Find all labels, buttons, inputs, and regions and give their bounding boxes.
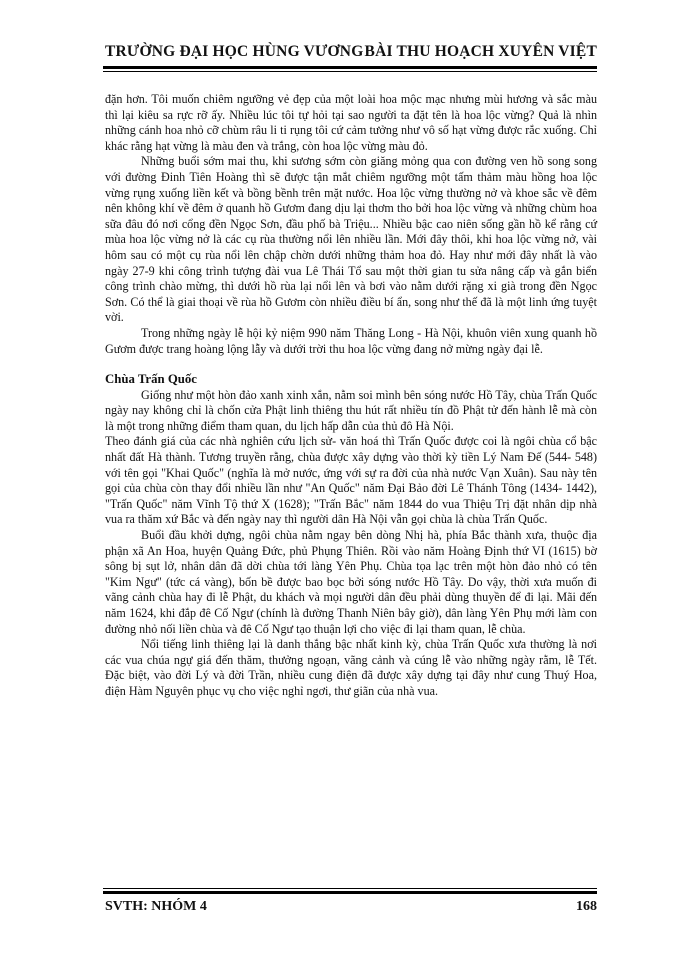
page-number: 168 [576, 899, 597, 914]
paragraph-anniversary: Trong những ngày lễ hội kỷ niệm 990 năm Thăng Long - Hà Nội, khuôn viên xung quanh hồ Gươm được trang hoàng lộng lẫy và dưới trời thu hoa lộc vừng đang nở mừng ngày đại lễ. [105, 325, 597, 356]
page-header [105, 43, 597, 67]
header-university: TRƯỜNG ĐẠI HỌC HÙNG VƯƠNG [105, 43, 364, 60]
page-footer [105, 899, 597, 921]
page-body [105, 92, 597, 700]
header-rule-thick [103, 66, 597, 69]
header-rule-thin [103, 71, 597, 72]
paragraph-pagoda-location: Buổi đầu khởi dựng, ngôi chùa nằm ngay bên dòng Nhị hà, phía Bắc thành xưa, thuộc địa phận xã An Hoa, huyện Quảng Đức, phủ Phụng Thiên. Rồi vào năm Hoàng Định thứ VI (1615) bờ sông bị sụt lở, nhân dân đã dời chùa tới làng Yên Phụ. Chùa tọa lạc trên một hòn đảo nhỏ có tên "Kim Ngư" (tức cá vàng), bốn bề được bao bọc bởi sóng nước Hồ Tây. Do vậy, thời xưa muốn đi vãng cảnh chùa hay đi lễ Phật, du khách và mọi người dân đều phải dùng thuyền để đi lại. Mãi đến năm 1624, khi đắp đê Cố Ngư (chính là đường Thanh Niên bây giờ), dân làng Yên Phụ mới làm con đường nhỏ nối liền chùa và đê Cố Ngư tạo thuận lợi cho việc đi lại tham quan, lễ chùa. [105, 528, 597, 636]
paragraph-lake-mornings: Những buổi sớm mai thu, khi sương sớm còn giăng mỏng qua con đường ven hồ song song với đường Đinh Tiên Hoàng thì sẽ được tận mắt chiêm ngưỡng một tấm thảm màu hồng hoa lộc vừng rụng xuống liền kết và bồng bềnh trên mặt nước. Hoa lộc vừng thường nở và khoe sắc về đêm nên không khí về đêm ở quanh hồ Gươm đang dịu lại thơm tho bởi hoa lộc vừng và những chùm hoa sữa đâu đó nơi cổng đền Ngọc Sơn, đầu phố bà Triệu... Nhiều bậc cao niên sống gần hồ kể rằng cứ mùa hoa lộc vừng nở là các cụ rùa thường nổi lên nhiều lần. Mới đây thôi, khi hoa lộc vừng nở, vài hôm sau có một cụ rùa nổi lên chập chờn dưới những thảm hoa đỏ. Hay như mới đây nhất là vào ngày 27-9 khi công trình tượng đài vua Lê Thái Tổ sau một thời gian tu sửa nâng cấp và gắn biển công trình chào mừng, thì dưới hồ rùa lại nổi lên và bơi vào nằm dưới rặng xi già trong đền Ngọc Sơn. Có thể là giai thoại về rùa hồ Gươm còn nhiều điều bí ẩn, song như thế đã là một linh ứng tuyệt vời. [105, 154, 597, 325]
header-report-title: BÀI THU HOẠCH XUYÊN VIỆT [364, 43, 597, 60]
section-title: Chùa Trấn Quốc [105, 372, 197, 387]
section-spacer [105, 357, 597, 372]
footer-author: SVTH: NHÓM 4 [105, 899, 207, 914]
footer-rule-thin [103, 888, 597, 889]
footer-rule-thick [103, 891, 597, 894]
paragraph-continuation: đặn hơn. Tôi muốn chiêm ngưỡng vẻ đẹp của một loài hoa mộc mạc nhưng mùi hương và sắc màu thì lại kiêu sa rực rỡ ấy. Nhiều lúc tôi tự hỏi tại sao người ta đặt tên là hoa lộc vừng? Quả là nhìn những cánh hoa nhỏ cỡ chùm râu li ti rụng tôi cứ cảm tưởng như vô số hạt vừng được rắc xuống. Chỉ khác rằng hạt vừng là màu đen và trắng, còn hoa lộc vừng màu đỏ. [105, 92, 597, 153]
paragraph-pagoda-royalty: Nổi tiếng linh thiêng lại là danh thắng bậc nhất kinh kỳ, chùa Trấn Quốc xưa thường là nơi các vua chúa ngự giá đến thăm, thưởng ngoạn, vãng cảnh và cúng lễ vào những ngày rằm, lễ Tết. Đặc biệt, vào đời Lý và đời Trần, nhiều cung điện đã được xây dựng tại đây như cung Thuý Hoa, điện Hàm Nguyên phục vụ cho việc nghỉ ngơi, thư giãn của nhà vua. [105, 637, 597, 698]
paragraph-pagoda-intro: Giống như một hòn đảo xanh xinh xắn, nằm soi mình bên sóng nước Hồ Tây, chùa Trấn Quốc ngày nay không chỉ là chốn cửa Phật linh thiêng thu hút rất nhiều tín đồ Phật tử đến hành lễ mà còn là một trong những điểm tham quan, du lịch hấp dẫn của thủ đô Hà Nội. [105, 387, 597, 433]
paragraph-pagoda-history: Theo đánh giá của các nhà nghiên cứu lịch sử- văn hoá thì Trấn Quốc được coi là ngôi chùa cổ bậc nhất đất Hà thành. Tương truyền rằng, chùa được xây dựng vào thời kỳ tiền Lý Nam Đế (544- 548) với tên gọi "Khai Quốc" (nghĩa là mở nước, ứng với sự ra đời của nhà nước Vạn Xuân). Sau này tên gọi của chùa còn thay đổi nhiều lần như "An Quốc" năm Đại Bảo đời Lê Thánh Tông (1434- 1442), "Trấn Quốc" năm Vĩnh Tộ thứ X (1628); "Trấn Bắc" năm 1844 do vua Thiệu Trị đặt nhân dịp nhà vua ra thăm xứ Bắc và đến ngày nay thì người dân Hà Nội vẫn gọi chùa là chùa Trấn Quốc. [105, 434, 597, 527]
